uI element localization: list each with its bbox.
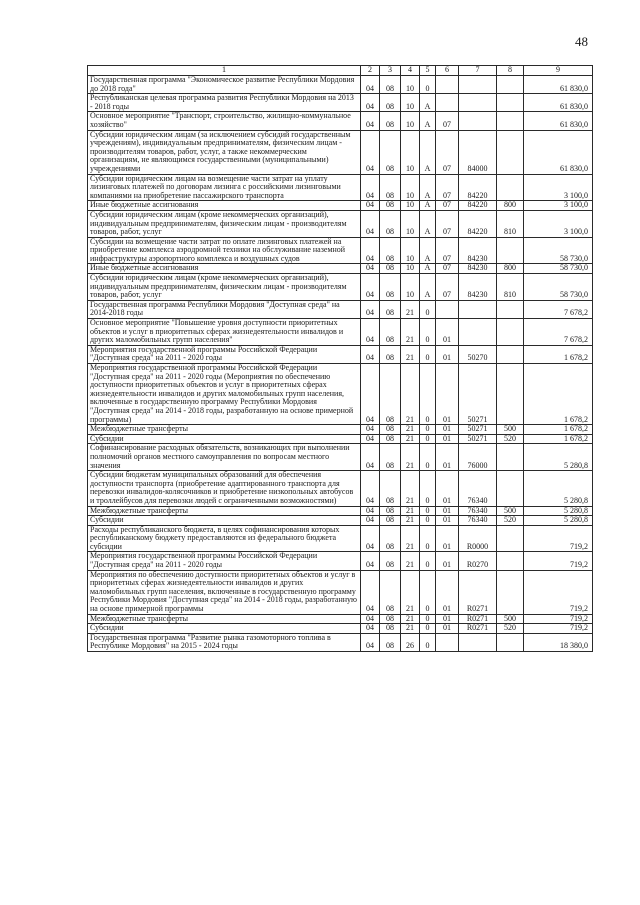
code-expense-type: [497, 364, 524, 425]
table-row: [88, 525, 593, 552]
code-event: 07: [436, 237, 459, 264]
code-program: 10: [401, 210, 420, 237]
code-direction: 76340: [459, 516, 497, 526]
code-expense-type: [497, 570, 524, 614]
table-row: [88, 130, 593, 174]
row-description: Мероприятия по обеспечению доступности приоритетных объектов и услуг в приоритетных сферах жизнедеятельности инвалидов и других маломобильных групп населения, включенные в государственную программу Республики Мордовия "Доступная среда" на 2014 - 2018 годы, разработанную на основе примерной программы: [88, 570, 361, 614]
column-header: 7: [459, 66, 497, 76]
code-razdel: 08: [380, 552, 401, 570]
row-amount: 719,2: [524, 552, 593, 570]
row-description: Мероприятия государственной программы Российской Федерации "Доступная среда" на 2011 - 2020 годы: [88, 552, 361, 570]
code-direction: 84220: [459, 201, 497, 211]
code-event: 01: [436, 624, 459, 634]
code-direction: 50270: [459, 345, 497, 363]
code-razdel: 08: [380, 237, 401, 264]
code-event: 07: [436, 174, 459, 201]
code-program: 21: [401, 516, 420, 526]
row-description: Иные бюджетные ассигнования: [88, 264, 361, 274]
code-expense-type: 800: [497, 201, 524, 211]
row-amount: 719,2: [524, 624, 593, 634]
column-header: 3: [380, 66, 401, 76]
column-header: 2: [361, 66, 380, 76]
code-razdel: 08: [380, 210, 401, 237]
code-razdel: 08: [380, 345, 401, 363]
row-description: Субсидии: [88, 516, 361, 526]
code-subprogram: А: [420, 201, 436, 211]
code-event: 01: [436, 525, 459, 552]
table-row: [88, 444, 593, 471]
code-event: 01: [436, 552, 459, 570]
code-subprogram: 0: [420, 624, 436, 634]
row-amount: 5 280,8: [524, 444, 593, 471]
code-glava: 04: [361, 525, 380, 552]
row-amount: 61 830,0: [524, 76, 593, 94]
code-razdel: 08: [380, 201, 401, 211]
table-header-row: [88, 66, 593, 76]
row-description: Субсидии юридическим лицам (кроме некоммерческих организаций), индивидуальным предпринимателям, физическим лицам - производителям товаров, работ, услуг: [88, 274, 361, 301]
table-row: [88, 516, 593, 526]
page-number: 48: [575, 34, 588, 49]
row-description: Мероприятия государственной программы Российской Федерации "Доступная среда" на 2011 - 2020 годы: [88, 345, 361, 363]
code-razdel: 08: [380, 434, 401, 444]
column-header: 4: [401, 66, 420, 76]
code-razdel: 08: [380, 364, 401, 425]
code-razdel: 08: [380, 300, 401, 318]
code-direction: [459, 76, 497, 94]
code-subprogram: 0: [420, 471, 436, 506]
row-amount: 5 280,8: [524, 516, 593, 526]
table-row: [88, 633, 593, 651]
code-razdel: 08: [380, 570, 401, 614]
row-description: Республиканская целевая программа развития Республики Мордовия на 2013 - 2018 годы: [88, 94, 361, 112]
code-expense-type: 520: [497, 434, 524, 444]
code-expense-type: [497, 444, 524, 471]
code-expense-type: [497, 130, 524, 174]
code-program: 10: [401, 237, 420, 264]
code-program: 10: [401, 94, 420, 112]
row-description: Основное мероприятие "Транспорт, строительство, жилищно-коммунальное хозяйство": [88, 112, 361, 130]
row-amount: 61 830,0: [524, 112, 593, 130]
code-razdel: 08: [380, 76, 401, 94]
table-row: [88, 201, 593, 211]
table-row: [88, 624, 593, 634]
table-row: [88, 237, 593, 264]
code-expense-type: 500: [497, 614, 524, 624]
row-description: Субсидии: [88, 624, 361, 634]
code-expense-type: 810: [497, 210, 524, 237]
code-glava: 04: [361, 112, 380, 130]
code-subprogram: А: [420, 174, 436, 201]
row-amount: 1 678,2: [524, 345, 593, 363]
table-row: [88, 552, 593, 570]
code-razdel: 08: [380, 525, 401, 552]
code-subprogram: 0: [420, 525, 436, 552]
code-glava: 04: [361, 444, 380, 471]
code-glava: 04: [361, 274, 380, 301]
code-program: 10: [401, 76, 420, 94]
code-expense-type: [497, 319, 524, 346]
code-glava: 04: [361, 76, 380, 94]
code-program: 21: [401, 506, 420, 516]
code-subprogram: 0: [420, 434, 436, 444]
table-row: [88, 506, 593, 516]
table-row: [88, 364, 593, 425]
row-description: Государственная программа "Экономическое развитие Республики Мордовия до 2018 года": [88, 76, 361, 94]
code-expense-type: [497, 471, 524, 506]
code-event: [436, 633, 459, 651]
row-description: Межбюджетные трансферты: [88, 614, 361, 624]
code-event: 07: [436, 210, 459, 237]
code-event: 07: [436, 201, 459, 211]
row-amount: 7 678,2: [524, 319, 593, 346]
code-program: 26: [401, 633, 420, 651]
row-amount: 58 730,0: [524, 237, 593, 264]
row-amount: 719,2: [524, 525, 593, 552]
code-subprogram: А: [420, 130, 436, 174]
code-event: 07: [436, 112, 459, 130]
column-header: 6: [436, 66, 459, 76]
code-direction: [459, 300, 497, 318]
code-subprogram: А: [420, 264, 436, 274]
code-subprogram: 0: [420, 76, 436, 94]
table-row: [88, 300, 593, 318]
code-subprogram: 0: [420, 570, 436, 614]
code-program: 21: [401, 614, 420, 624]
code-event: 01: [436, 570, 459, 614]
code-subprogram: 0: [420, 319, 436, 346]
row-amount: 5 280,8: [524, 471, 593, 506]
code-event: [436, 94, 459, 112]
code-program: 21: [401, 434, 420, 444]
code-subprogram: А: [420, 237, 436, 264]
code-program: 21: [401, 425, 420, 435]
code-event: 07: [436, 130, 459, 174]
code-glava: 04: [361, 471, 380, 506]
code-subprogram: 0: [420, 614, 436, 624]
code-direction: 84230: [459, 237, 497, 264]
code-razdel: 08: [380, 444, 401, 471]
code-subprogram: 0: [420, 633, 436, 651]
code-direction: 76000: [459, 444, 497, 471]
code-glava: 04: [361, 624, 380, 634]
code-program: 10: [401, 112, 420, 130]
row-amount: 1 678,2: [524, 364, 593, 425]
code-expense-type: [497, 94, 524, 112]
code-razdel: 08: [380, 319, 401, 346]
code-event: [436, 300, 459, 318]
code-program: 10: [401, 174, 420, 201]
code-event: 01: [436, 425, 459, 435]
code-glava: 04: [361, 434, 380, 444]
code-expense-type: 500: [497, 506, 524, 516]
code-subprogram: 0: [420, 506, 436, 516]
row-amount: 61 830,0: [524, 94, 593, 112]
code-event: 07: [436, 264, 459, 274]
code-glava: 04: [361, 425, 380, 435]
code-expense-type: 520: [497, 516, 524, 526]
code-glava: 04: [361, 506, 380, 516]
row-amount: 1 678,2: [524, 434, 593, 444]
code-program: 10: [401, 201, 420, 211]
code-subprogram: 0: [420, 552, 436, 570]
code-direction: [459, 319, 497, 346]
code-subprogram: 0: [420, 444, 436, 471]
code-subprogram: 0: [420, 364, 436, 425]
row-amount: 58 730,0: [524, 274, 593, 301]
code-event: 01: [436, 444, 459, 471]
column-header: 5: [420, 66, 436, 76]
code-razdel: 08: [380, 516, 401, 526]
table-row: [88, 434, 593, 444]
code-event: 01: [436, 614, 459, 624]
code-direction: [459, 112, 497, 130]
code-event: 01: [436, 319, 459, 346]
code-razdel: 08: [380, 264, 401, 274]
code-expense-type: [497, 633, 524, 651]
code-direction: [459, 633, 497, 651]
code-glava: 04: [361, 345, 380, 363]
table-row: [88, 425, 593, 435]
code-subprogram: А: [420, 210, 436, 237]
row-amount: 3 100,0: [524, 201, 593, 211]
row-description: Межбюджетные трансферты: [88, 506, 361, 516]
code-glava: 04: [361, 552, 380, 570]
code-event: 07: [436, 274, 459, 301]
code-razdel: 08: [380, 471, 401, 506]
code-glava: 04: [361, 516, 380, 526]
table-row: [88, 274, 593, 301]
table-row: [88, 264, 593, 274]
code-razdel: 08: [380, 506, 401, 516]
code-event: 01: [436, 506, 459, 516]
row-description: Государственная программа Республики Мордовия "Доступная среда" на 2014-2018 годы: [88, 300, 361, 318]
table-row: [88, 345, 593, 363]
code-razdel: 08: [380, 633, 401, 651]
code-expense-type: 500: [497, 425, 524, 435]
code-direction: 84220: [459, 174, 497, 201]
code-razdel: 08: [380, 130, 401, 174]
row-amount: 61 830,0: [524, 130, 593, 174]
row-amount: 1 678,2: [524, 425, 593, 435]
code-event: 01: [436, 516, 459, 526]
code-direction: 50271: [459, 425, 497, 435]
code-direction: 50271: [459, 364, 497, 425]
row-description: Субсидии юридическим лицам (кроме некоммерческих организаций), индивидуальным предпринимателям, физическим лицам - производителям товаров, работ, услуг: [88, 210, 361, 237]
code-expense-type: [497, 174, 524, 201]
code-razdel: 08: [380, 112, 401, 130]
code-event: 01: [436, 471, 459, 506]
code-expense-type: [497, 552, 524, 570]
code-subprogram: 0: [420, 425, 436, 435]
code-razdel: 08: [380, 274, 401, 301]
code-direction: 50271: [459, 434, 497, 444]
code-event: 01: [436, 434, 459, 444]
code-glava: 04: [361, 264, 380, 274]
code-program: 21: [401, 570, 420, 614]
code-expense-type: [497, 112, 524, 130]
code-direction: 84220: [459, 210, 497, 237]
code-razdel: 08: [380, 614, 401, 624]
code-expense-type: [497, 76, 524, 94]
code-subprogram: А: [420, 112, 436, 130]
table-row: [88, 112, 593, 130]
code-glava: 04: [361, 633, 380, 651]
column-header: 8: [497, 66, 524, 76]
code-program: 21: [401, 552, 420, 570]
code-expense-type: [497, 237, 524, 264]
code-glava: 04: [361, 94, 380, 112]
code-expense-type: 810: [497, 274, 524, 301]
code-program: 21: [401, 444, 420, 471]
code-glava: 04: [361, 300, 380, 318]
code-program: 10: [401, 264, 420, 274]
table-row: [88, 319, 593, 346]
table-body: [88, 76, 593, 652]
code-program: 21: [401, 364, 420, 425]
row-description: Иные бюджетные ассигнования: [88, 201, 361, 211]
code-razdel: 08: [380, 624, 401, 634]
code-expense-type: 520: [497, 624, 524, 634]
code-subprogram: 0: [420, 300, 436, 318]
code-expense-type: [497, 300, 524, 318]
code-program: 21: [401, 300, 420, 318]
code-direction: 76340: [459, 506, 497, 516]
code-direction: 84230: [459, 274, 497, 301]
code-direction: 84230: [459, 264, 497, 274]
row-amount: 18 380,0: [524, 633, 593, 651]
code-glava: 04: [361, 319, 380, 346]
code-direction: R0271: [459, 614, 497, 624]
code-glava: 04: [361, 364, 380, 425]
code-program: 21: [401, 345, 420, 363]
row-description: Субсидии на возмещение части затрат по оплате лизинговых платежей на приобретение комплекса аэродромной техники на обслуживание наземной инфраструктуры аэропортного комплекса и воздушных судов: [88, 237, 361, 264]
row-amount: 58 730,0: [524, 264, 593, 274]
table-row: [88, 174, 593, 201]
code-direction: 76340: [459, 471, 497, 506]
code-expense-type: 800: [497, 264, 524, 274]
code-direction: R0271: [459, 624, 497, 634]
code-glava: 04: [361, 237, 380, 264]
code-program: 21: [401, 471, 420, 506]
code-program: 10: [401, 130, 420, 174]
row-amount: 3 100,0: [524, 210, 593, 237]
row-amount: 3 100,0: [524, 174, 593, 201]
row-description: Субсидии бюджетам муниципальных образований для обеспечения доступности транспорта (приобретение адаптированного транспорта для перевозки инвалидов-колясочников и приобретение низкопольных автобусов и троллейбусов для перевозки людей с ограниченными возможностями): [88, 471, 361, 506]
column-header: 1: [88, 66, 361, 76]
row-description: Основное мероприятие "Повышение уровня доступности приоритетных объектов и услуг в приоритетных сферах жизнедеятельности инвалидов и других маломобильных групп населения": [88, 319, 361, 346]
row-description: Межбюджетные трансферты: [88, 425, 361, 435]
code-glava: 04: [361, 130, 380, 174]
row-amount: 7 678,2: [524, 300, 593, 318]
row-description: Государственная программа "Развитие рынка газомоторного топлива в Республике Мордовия" на 2015 - 2024 годы: [88, 633, 361, 651]
code-program: 21: [401, 624, 420, 634]
code-glava: 04: [361, 201, 380, 211]
code-direction: 84000: [459, 130, 497, 174]
column-header: 9: [524, 66, 593, 76]
code-event: 01: [436, 345, 459, 363]
code-subprogram: А: [420, 274, 436, 301]
code-direction: [459, 94, 497, 112]
code-glava: 04: [361, 174, 380, 201]
code-razdel: 08: [380, 94, 401, 112]
row-amount: 719,2: [524, 614, 593, 624]
code-glava: 04: [361, 210, 380, 237]
table-row: [88, 471, 593, 506]
code-program: 21: [401, 319, 420, 346]
code-event: 01: [436, 364, 459, 425]
code-razdel: 08: [380, 174, 401, 201]
code-subprogram: А: [420, 94, 436, 112]
code-event: [436, 76, 459, 94]
row-amount: 719,2: [524, 570, 593, 614]
budget-table: [87, 65, 593, 652]
table-row: [88, 570, 593, 614]
code-direction: R0271: [459, 570, 497, 614]
code-glava: 04: [361, 614, 380, 624]
code-direction: R0270: [459, 552, 497, 570]
row-description: Субсидии юридическим лицам на возмещение части затрат на уплату лизинговых платежей по договорам лизинга с российскими лизинговыми компаниями на приобретение пассажирского транспорта: [88, 174, 361, 201]
code-subprogram: 0: [420, 345, 436, 363]
table-row: [88, 76, 593, 94]
code-subprogram: 0: [420, 516, 436, 526]
code-glava: 04: [361, 570, 380, 614]
code-razdel: 08: [380, 425, 401, 435]
row-amount: 5 280,8: [524, 506, 593, 516]
row-description: Расходы республиканского бюджета, в целях софинансирования которых республиканскому бюджету предоставляются из федерального бюджета субсидии: [88, 525, 361, 552]
row-description: Субсидии юридическим лицам (за исключением субсидий государственным учреждениям), индивидуальным предпринимателям, физическим лицам - производителям товаров, работ, услуг, а также некоммерческим организациям, не являющимся государственными (муниципальными) учреждениями: [88, 130, 361, 174]
table-row: [88, 94, 593, 112]
code-program: 21: [401, 525, 420, 552]
code-expense-type: [497, 345, 524, 363]
code-expense-type: [497, 525, 524, 552]
table-row: [88, 210, 593, 237]
code-program: 10: [401, 274, 420, 301]
row-description: Софинансирование расходных обязательств, возникающих при выполнении полномочий органов местного самоуправления по вопросам местного значения: [88, 444, 361, 471]
row-description: Субсидии: [88, 434, 361, 444]
row-description: Мероприятия государственной программы Российской Федерации "Доступная среда" на 2011 - 2020 годы (Мероприятия по обеспечению доступности приоритетных объектов и услуг в приоритетных сферах жизнедеятельности инвалидов и других маломобильных групп населения, включенные в государственную программу Республики Мордовия "Доступная среда" на 2014 - 2018 годы, разработанную на основе примерной программы): [88, 364, 361, 425]
code-direction: R0000: [459, 525, 497, 552]
table-row: [88, 614, 593, 624]
